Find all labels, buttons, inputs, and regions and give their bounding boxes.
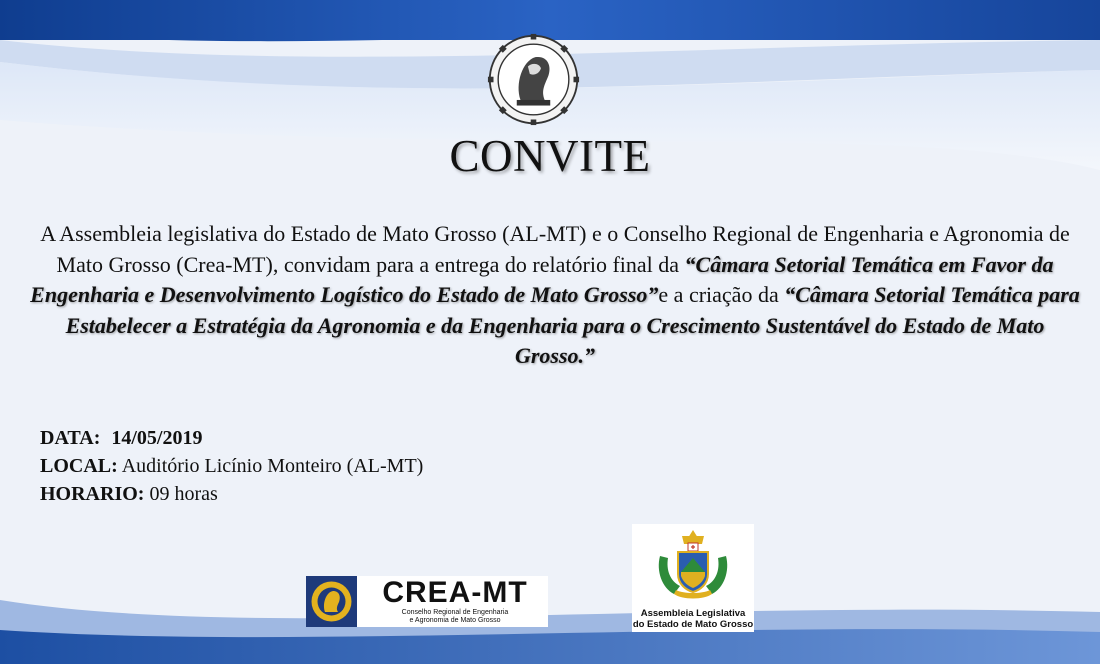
camara-agronomia-name: “Câmara Setorial Temática para Estabelecer a Estratégia da Agronomia e da Engenharia para o Crescimento Sustentável do Estado de Mato Grosso.” [65,282,1080,368]
engineering-gear-seal-icon [487,33,580,126]
camara-logistica-name: “Câmara Setorial Temática em Favor da Engenharia e Desenvolvimento Logístico do Estado de Mato Grosso” [30,251,1054,307]
event-details [40,424,423,508]
local-label: LOCAL: [40,455,118,477]
mato-grosso-coat-of-arms-icon [652,526,734,602]
local-value: Auditório Licínio Monteiro (AL-MT) [121,455,424,477]
al-name-line-2: do Estado de Mato Grosso [632,619,754,630]
time-label: HORARIO: [40,483,145,505]
crea-gear-emblem-icon [306,576,357,627]
page-title: CONVITE [449,131,651,181]
invitation-intro: A Assembleia legislativa do Estado de Mato Grosso (AL-MT) e o Conselho Regional de Engenharia e Agronomia de Mato Grosso (Crea-MT), convidam para a entrega do relatório final da [40,221,1070,277]
local-row [40,452,423,480]
crea-subtitle-line-2: e Agronomia de Mato Grosso [409,617,501,624]
crea-name: CREA-MT [382,576,528,609]
al-mt-logo [632,524,754,632]
crea-mt-logo [306,576,548,627]
al-name-line-1: Assembleia Legislativa [640,608,746,619]
date-row [40,424,423,452]
crea-subtitle [362,609,548,625]
crea-subtitle-line-1: Conselho Regional de Engenharia [401,609,509,616]
invitation-text [30,219,1080,372]
date-value: 14/05/2019 [111,427,203,449]
time-row [40,480,423,508]
date-label: DATA: [40,427,101,449]
invitation-connector: e a criação da [658,282,785,307]
time-value: 09 horas [149,483,218,505]
al-mt-name [632,608,754,630]
